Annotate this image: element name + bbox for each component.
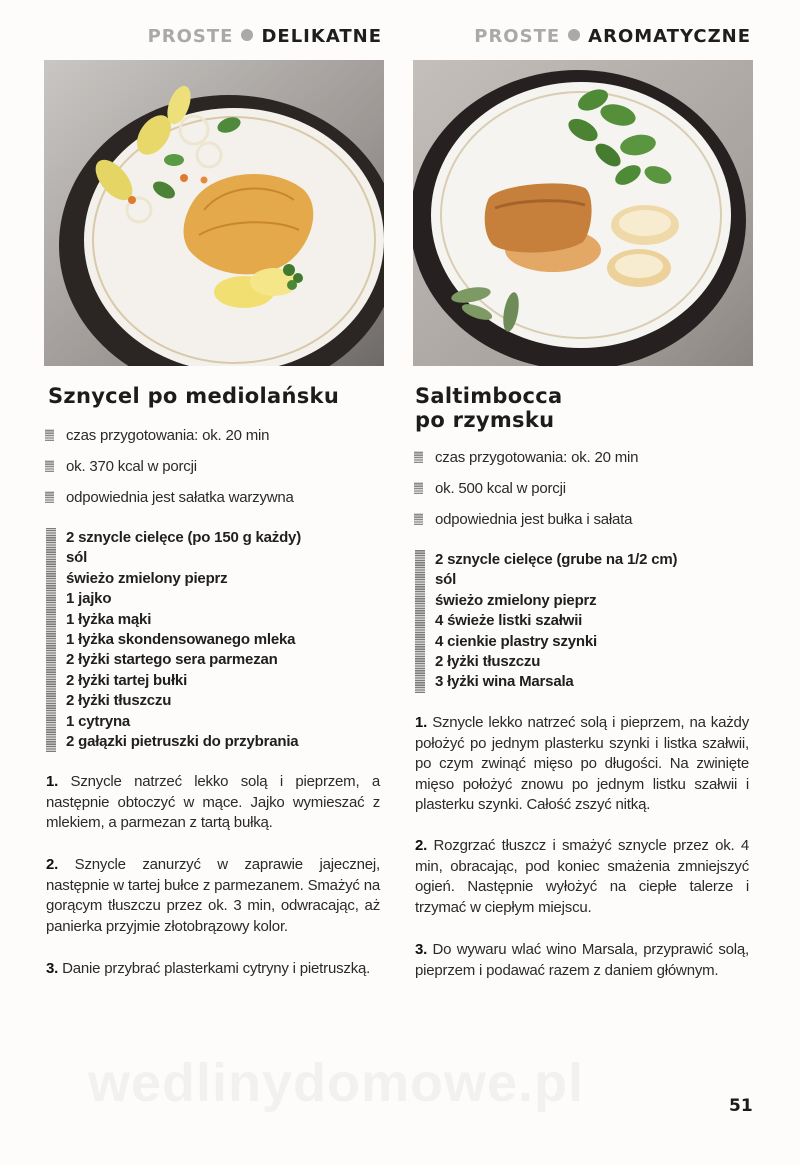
ingredient-item: 2 sznycle cielęce (grube na 1/2 cm) [435, 551, 678, 568]
bullet-icon [45, 429, 54, 441]
info-text: czas przygotowania: ok. 20 min [66, 427, 270, 444]
recipe-title [48, 384, 388, 408]
info-text: odpowiednia jest bułka i sałata [435, 511, 633, 528]
category-dot-icon [568, 29, 580, 41]
ingredient-item: świeżo zmielony pieprz [66, 569, 228, 587]
recipe-title [415, 384, 755, 432]
ingredient-item: sól [435, 571, 457, 589]
step-text: Do wywaru wlać wino Marsala, przyprawić solą, pieprzem i podawać razem z daniem głównym. [415, 941, 750, 979]
ingredient-item: 2 łyżki tłuszczu [66, 692, 172, 710]
step-3 [415, 940, 749, 981]
bullet-icon [414, 482, 423, 494]
info-text: ok. 370 kcal w porcji [66, 458, 197, 475]
watermark-text: wedlinydomowe.pl [88, 1053, 585, 1113]
recipe-title-line: Saltimbocca [415, 384, 563, 408]
ingredients-bar [415, 550, 425, 693]
page-number: 51 [729, 1096, 753, 1116]
ingredient-item: 2 łyżki startego sera parmezan [66, 651, 278, 669]
info-item-side [413, 511, 753, 542]
ingredients-list [46, 528, 376, 752]
category-label-first: PROSTE [147, 26, 234, 47]
bullet-icon [45, 491, 54, 503]
ingredient-item: 2 łyżki tłuszczu [435, 653, 541, 671]
ingredient-item: świeżo zmielony pieprz [435, 591, 597, 609]
bullet-icon [414, 513, 423, 525]
ingredient-item: 2 łyżki tartej bułki [66, 671, 188, 689]
info-item-side [44, 489, 384, 520]
recipe-info-list [44, 427, 384, 520]
ingredient-item: 1 jajko [66, 590, 112, 608]
step-number: 1. [46, 773, 59, 790]
ingredient-item: 2 gałązki pietruszki do przybrania [66, 733, 299, 751]
step-2 [415, 836, 749, 918]
info-text: czas przygotowania: ok. 20 min [435, 449, 639, 466]
ingredient-item: 1 łyżka skondensowanego mleka [66, 631, 296, 649]
info-item-time [413, 449, 753, 480]
step-3 [46, 959, 380, 980]
ingredients-bar [46, 528, 56, 752]
step-text: Sznycle lekko natrzeć solą i pieprzem, na każdy położyć po jednym plasterku szynki i listka szałwii, po czym zwinąć mięso po długości. Na zwinięte mięso położyć znowu po jednym listku szałwii i plasterku szynki. Całość zszyć nitką. [415, 714, 749, 813]
info-item-kcal [413, 480, 753, 511]
recipe-title-line: po rzymsku [415, 408, 555, 432]
step-number: 3. [46, 960, 59, 977]
recipe-title-line: Sznycel po mediolańsku [48, 384, 340, 408]
info-item-kcal [44, 458, 384, 489]
step-text: Sznycle natrzeć lekko solą i pieprzem, a następnie obtoczyć w mące. Jajko wymieszać z mlekiem, a parmezan z tartą bułką. [46, 773, 380, 831]
ingredient-item: 1 łyżka mąki [66, 610, 152, 628]
step-number: 3. [415, 941, 428, 958]
ingredient-item: 4 świeże listki szałwii [435, 612, 583, 630]
step-2 [46, 855, 380, 937]
category-header [44, 0, 384, 47]
step-text: Rozgrzać tłuszcz i smażyć sznycle przez ok. 4 min, obracając, pod koniec smażenia zmniejszyć ogień. Następnie wyłożyć na ciepłe talerze i trzymać w ciepłym miejscu. [415, 837, 750, 916]
bullet-icon [45, 460, 54, 472]
ingredient-item: 2 sznycle cielęce (po 150 g każdy) [66, 529, 301, 546]
ingredient-item: 1 cytryna [66, 712, 131, 730]
ingredient-item: 4 cienkie plastry szynki [435, 632, 597, 650]
ingredient-item: 3 łyżki wina Marsala [435, 673, 574, 691]
recipe-info-list [413, 449, 753, 542]
step-1 [415, 713, 749, 816]
category-header [413, 0, 753, 47]
category-label-second: AROMATYCZNE [588, 26, 751, 47]
category-label-first: PROSTE [474, 26, 561, 47]
step-text: Danie przybrać plasterkami cytryny i pietruszką. [62, 960, 371, 977]
ingredient-item: sól [66, 549, 88, 567]
info-text: odpowiednia jest sałatka warzywna [66, 489, 294, 506]
info-item-time [44, 427, 384, 458]
category-dot-icon [241, 29, 253, 41]
category-label-second: DELIKATNE [261, 26, 382, 47]
bullet-icon [414, 451, 423, 463]
dish-photo-saltimbocca [413, 60, 753, 366]
recipe-column-left [44, 0, 384, 977]
step-text: Sznycle zanurzyć w zaprawie jajecznej, następnie w tartej bułce z parmezanem. Smażyć na gorącym tłuszczu przez ok. 3 min, odwracając, aż panierka przyjmie złotobrązowy kolor. [46, 856, 380, 935]
step-1 [46, 772, 380, 834]
step-number: 1. [415, 714, 428, 731]
step-number: 2. [415, 837, 428, 854]
recipe-column-right [413, 0, 753, 979]
step-number: 2. [46, 856, 59, 873]
ingredients-list [415, 550, 745, 693]
dish-photo-sznycel [44, 60, 384, 366]
info-text: ok. 500 kcal w porcji [435, 480, 566, 497]
